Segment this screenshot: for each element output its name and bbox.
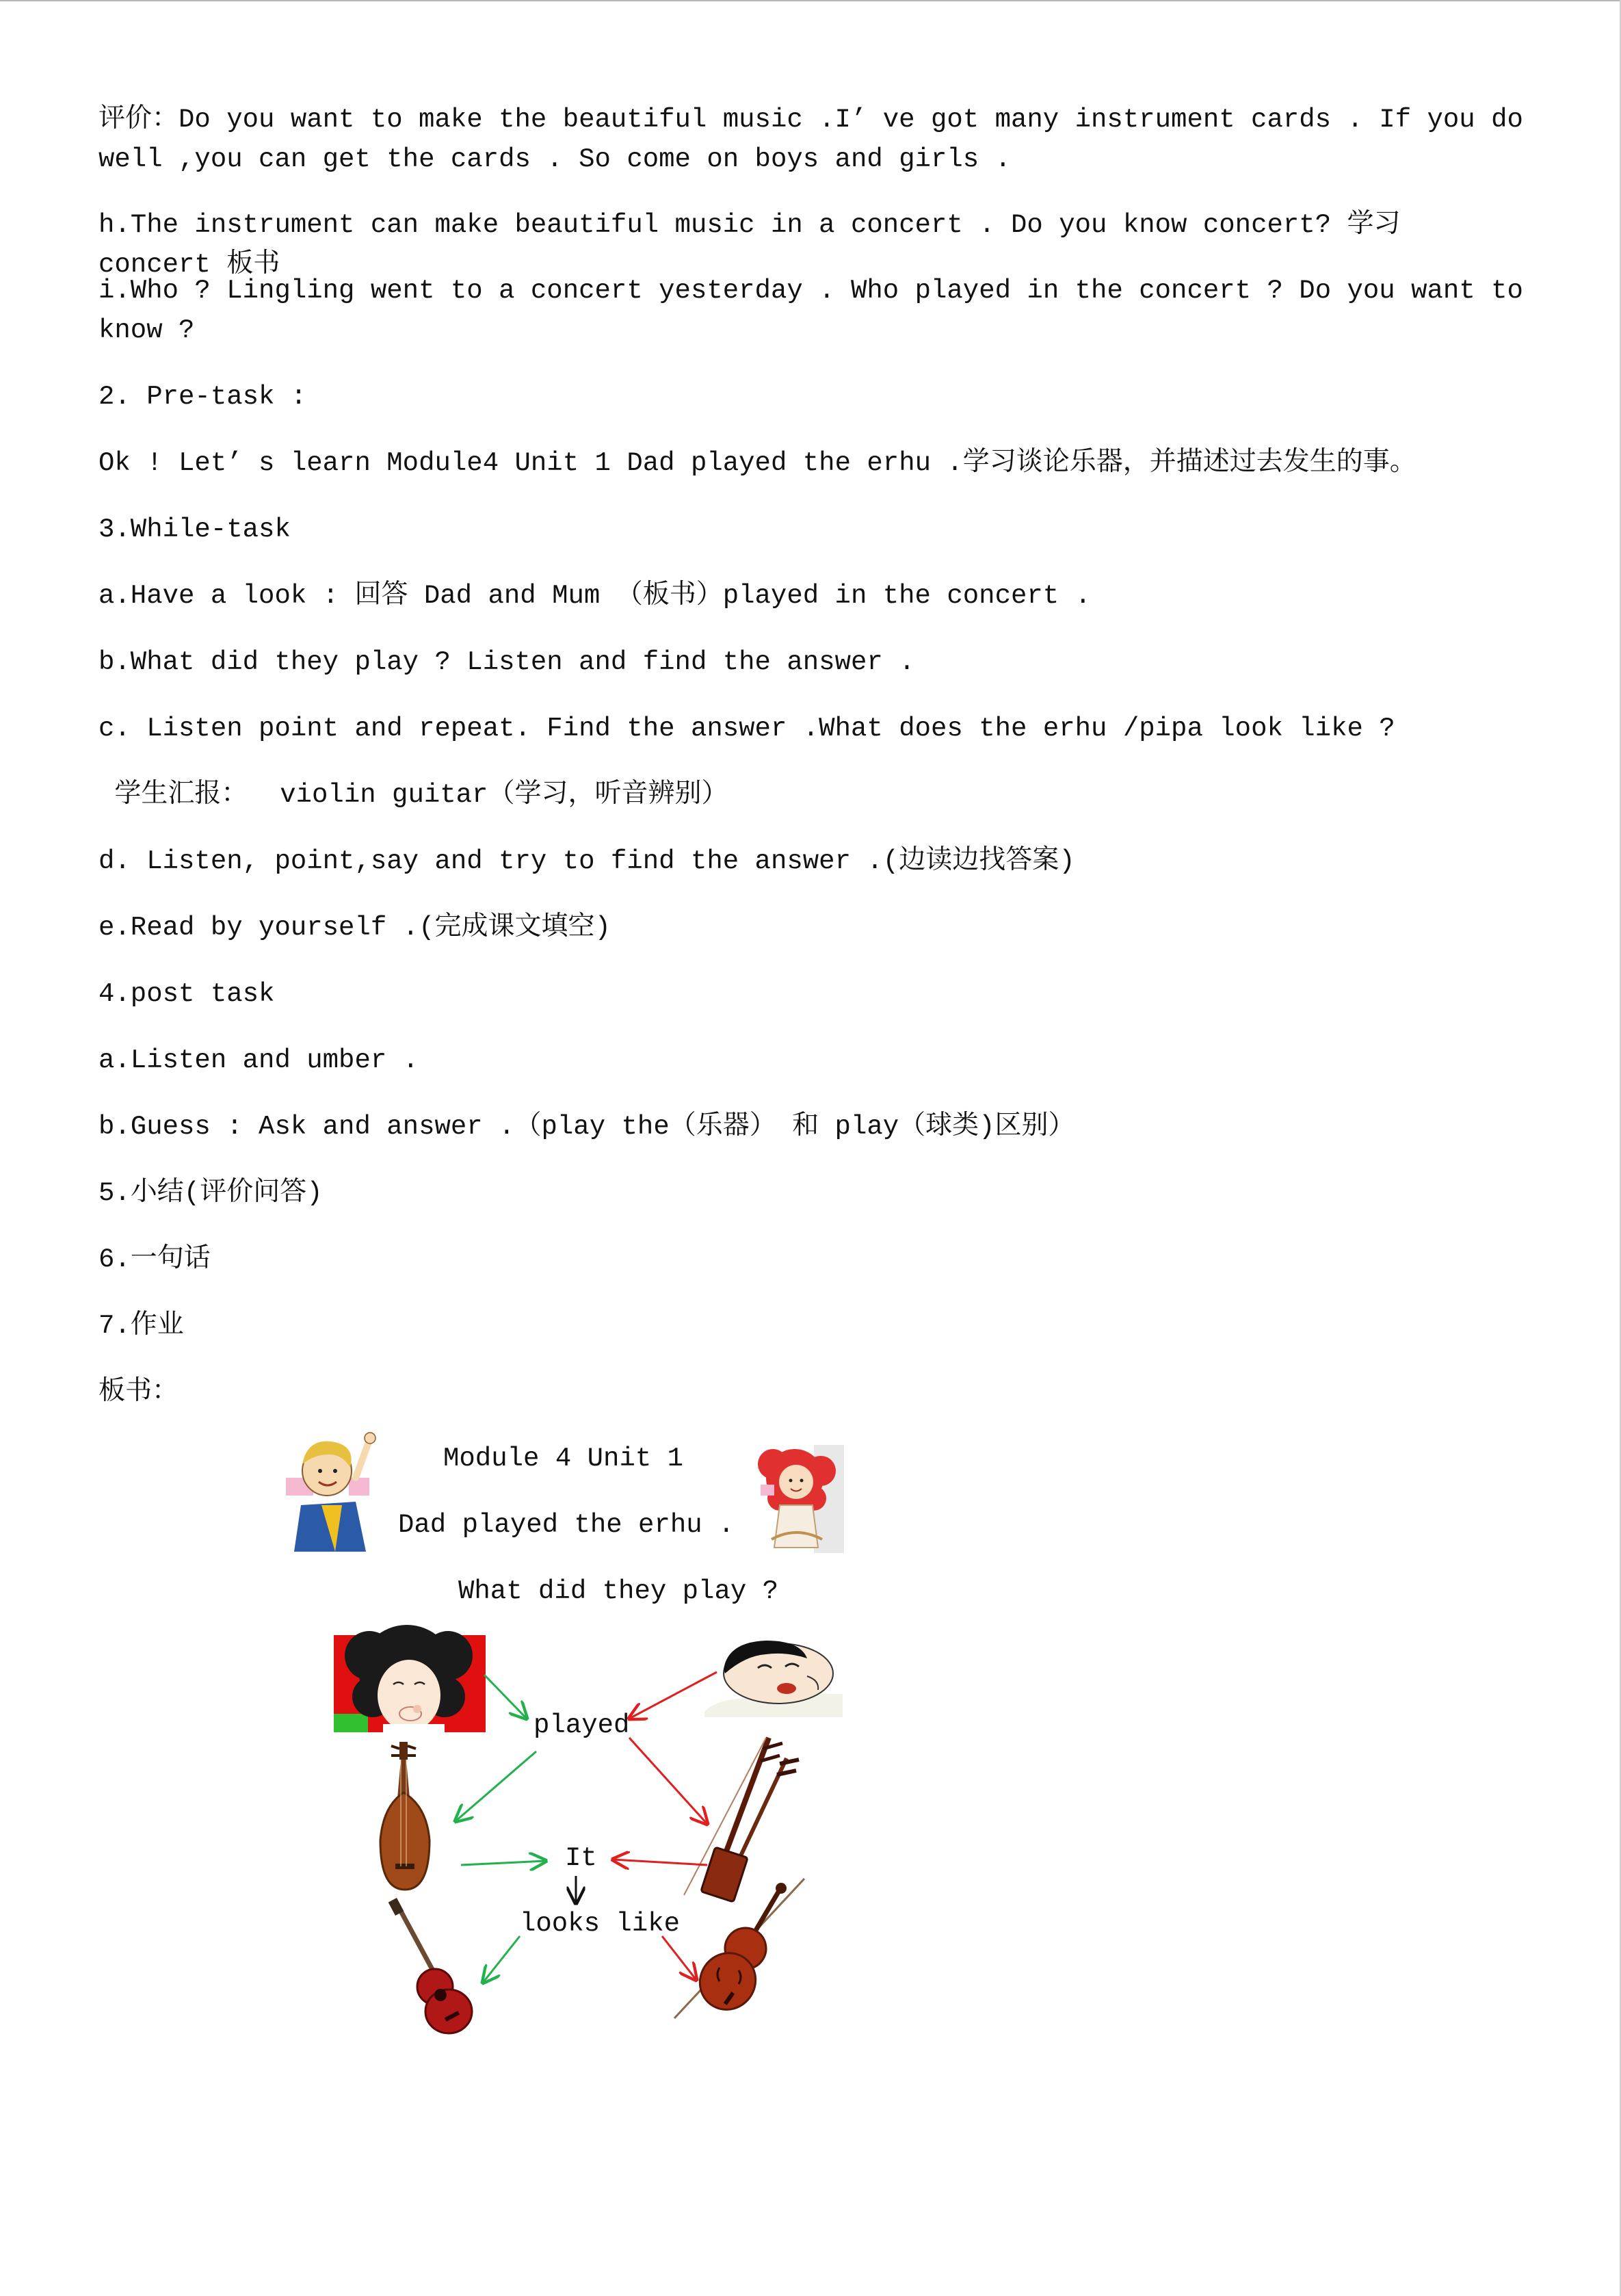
boy-cartoon-icon <box>286 1433 375 1552</box>
paragraph-while-d: d. Listen, point,say and try to find the answer .(边读边找答案) <box>98 846 1075 876</box>
paragraph-pre-task-heading: 2. Pre-task : <box>98 382 307 412</box>
girl-cartoon-icon <box>758 1445 844 1553</box>
paragraph-while-c: c. Listen point and repeat. Find the answer .What does the erhu /pipa look like ? <box>98 714 1395 744</box>
paragraph-while-a: a.Have a look : 回答 Dad and Mum （板书）played in the concert . <box>98 581 1091 611</box>
paragraph-summary: 5.小结(评价问答) <box>98 1178 323 1208</box>
paragraph-while-task-heading: 3.While-task <box>98 514 291 545</box>
board-question: What did they play ? <box>458 1576 779 1606</box>
paragraph-student-report: 学生汇报： violin guitar（学习，听音辨别） <box>98 780 728 810</box>
paragraph-while-e: e.Read by yourself .(完成课文填空) <box>98 913 611 943</box>
guitar-icon <box>388 1898 472 2033</box>
paragraph-homework: 7.作业 <box>98 1311 184 1341</box>
board-word-it: It <box>565 1843 597 1873</box>
paragraph-post-a: a.Listen and umber . <box>98 1045 419 1075</box>
paragraph-h: h.The instrument can make beautiful music in a concert . Do you know concert? 学习 concert 板书 <box>98 210 1416 280</box>
dad-cartoon-icon <box>704 1641 843 1717</box>
paragraph-one-sentence: 6.一句话 <box>98 1244 211 1275</box>
paragraph-post-b: b.Guess : Ask and answer .（play the（乐器） 和 play（球类)区别） <box>98 1112 1075 1142</box>
mum-cartoon-icon <box>334 1625 486 1732</box>
paragraph-while-b: b.What did they play ? Listen and find the answer . <box>98 647 915 677</box>
violin-icon <box>674 1879 804 2020</box>
paragraph-post-task-heading: 4.post task <box>98 979 275 1009</box>
paragraph-i: i.Who ? Lingling went to a concert yesterday . Who played in the concert ? Do you want to know ? <box>98 276 1540 345</box>
paragraph-evaluation: 评价：Do you want to make the beautiful music .I’ ve got many instrument cards . If you do well ,you can get the cards . So come on boys and girls . <box>98 105 1540 174</box>
board-word-looks-like: looks like <box>520 1909 681 1939</box>
board-module-title: Module 4 Unit 1 <box>443 1444 684 1474</box>
paragraph-pre-task: Ok ! Let’ s learn Module4 Unit 1 Dad played the erhu .学习谈论乐器，并描述过去发生的事。 <box>98 448 1416 478</box>
pipa-icon <box>380 1742 430 1890</box>
board-lesson-title: Dad played the erhu . <box>398 1510 735 1540</box>
paragraph-board-label: 板书： <box>98 1377 179 1407</box>
erhu-icon <box>684 1738 799 1902</box>
board-word-played: played <box>533 1710 630 1740</box>
